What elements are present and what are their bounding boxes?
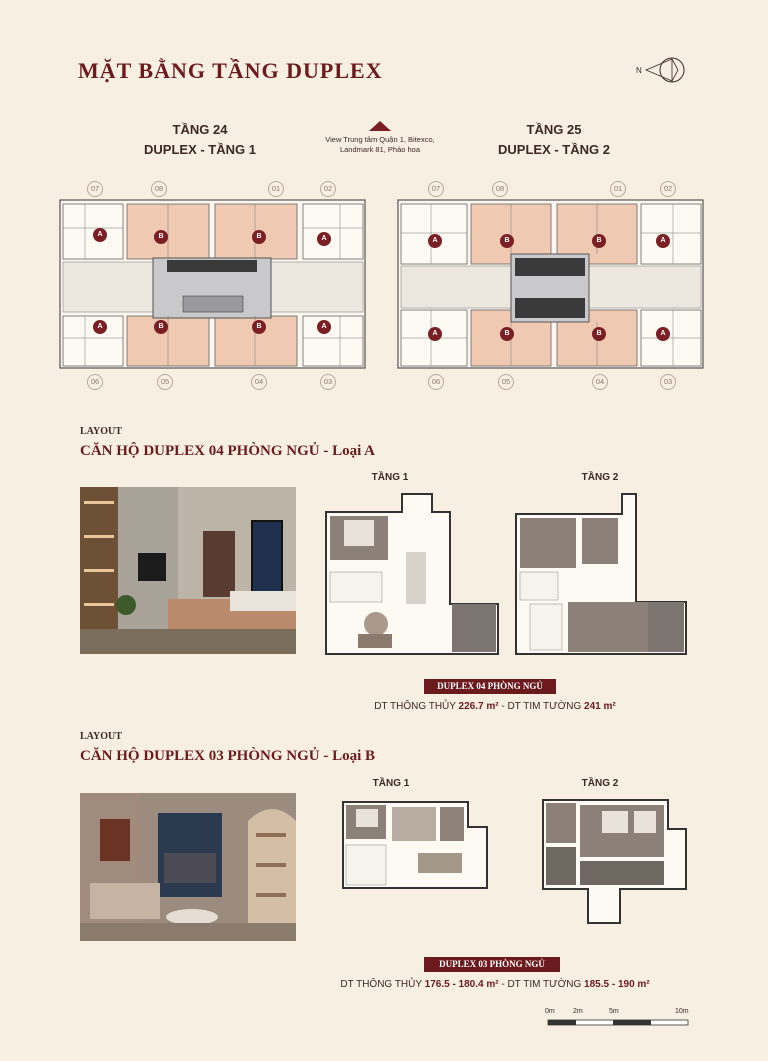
unit-number-01-left: 01 <box>268 181 284 197</box>
layout-b-floor1-plan <box>340 799 490 891</box>
layout-a-heading: CĂN HỘ DUPLEX 04 PHÒNG NGỦ - Loại A <box>80 443 376 459</box>
unit-number-02-left: 02 <box>320 181 336 197</box>
floor-plan-24-drawing <box>55 178 373 390</box>
layout-a-label: LAYOUT <box>80 426 122 437</box>
unit-number-05-right: 05 <box>498 374 514 390</box>
unit-number-03-right: 03 <box>660 374 676 390</box>
layout-a-area <box>330 701 660 712</box>
layout-b-area <box>300 979 690 990</box>
layout-b-label: LAYOUT <box>80 731 122 742</box>
unit-number-08-right: 08 <box>492 181 508 197</box>
badge-a: A <box>428 327 442 341</box>
badge-a: A <box>93 228 107 242</box>
floor-plan-25-drawing <box>393 178 711 390</box>
badge-a: A <box>656 327 670 341</box>
layout-a-floor1-plan <box>322 492 500 656</box>
view-note <box>305 121 455 155</box>
layout-a-floor2-label: TẦNG 2 <box>581 472 619 483</box>
badge-a: A <box>656 234 670 248</box>
floor-24-heading <box>120 120 280 160</box>
view-text-1: View Trung tâm Quận 1, Bitexco, <box>325 135 435 144</box>
badge-b: B <box>154 320 168 334</box>
unit-number-07-left: 07 <box>87 181 103 197</box>
floor-25-line1: TẦNG 25 <box>526 122 582 137</box>
layout-a-area-value2: 241 m² <box>584 701 616 712</box>
floor-24-line1: TẦNG 24 <box>172 122 228 137</box>
scale-label-10: 10m <box>675 1008 689 1015</box>
floor-24-line2: DUPLEX - TẦNG 1 <box>144 142 256 157</box>
unit-number-04-left: 04 <box>251 374 267 390</box>
unit-number-03-left: 03 <box>320 374 336 390</box>
view-text-2: Landmark 81, Pháo hoa <box>339 145 421 154</box>
badge-a: A <box>317 320 331 334</box>
layout-a-tag: DUPLEX 04 PHÒNG NGỦ <box>424 679 556 694</box>
unit-number-07-right: 07 <box>428 181 444 197</box>
unit-number-06-left: 06 <box>87 374 103 390</box>
unit-number-06-right: 06 <box>428 374 444 390</box>
unit-number-01-right: 01 <box>610 181 626 197</box>
layout-b-area-prefix: DT THÔNG THỦY <box>340 979 425 990</box>
badge-a: A <box>317 232 331 246</box>
compass-icon <box>634 56 686 84</box>
scale-bar <box>545 1008 693 1038</box>
layout-b-area-mid: - DT TIM TƯỜNG <box>498 979 585 990</box>
badge-a: A <box>428 234 442 248</box>
unit-number-05-left: 05 <box>157 374 173 390</box>
layout-b-floor2-label: TẦNG 2 <box>581 778 619 789</box>
layout-a-area-prefix: DT THÔNG THỦY <box>374 701 459 712</box>
badge-b: B <box>592 327 606 341</box>
scale-label-0: 0m <box>545 1008 555 1015</box>
layout-a-area-value1: 226.7 m² <box>458 701 499 712</box>
unit-number-04-right: 04 <box>592 374 608 390</box>
layout-a-floor2-plan <box>512 492 690 656</box>
layout-b-floor1-label: TẦNG 1 <box>372 778 410 789</box>
scale-bar-graphic <box>545 1018 693 1028</box>
view-direction-icon <box>369 121 391 131</box>
page-title: MẶT BẰNG TẦNG DUPLEX <box>78 58 383 83</box>
floor-plan-25 <box>393 178 711 390</box>
floor-25-line2: DUPLEX - TẦNG 2 <box>498 142 610 157</box>
badge-b: B <box>252 320 266 334</box>
layout-b-heading: CĂN HỘ DUPLEX 03 PHÒNG NGỦ - Loại B <box>80 748 376 764</box>
unit-number-02-right: 02 <box>660 181 676 197</box>
floor-plan-24 <box>55 178 373 390</box>
scale-label-5: 5m <box>609 1008 619 1015</box>
compass-label: N <box>636 66 642 75</box>
scale-label-2: 2m <box>573 1008 583 1015</box>
unit-number-08-left: 08 <box>151 181 167 197</box>
layout-a-floor1-label: TẦNG 1 <box>371 472 409 483</box>
layout-a-area-mid: - DT TIM TƯỜNG <box>498 701 585 712</box>
layout-b-floor2-plan <box>540 797 690 925</box>
living-room-photo-b <box>80 793 296 941</box>
floor-25-heading <box>474 120 634 160</box>
bedroom-photo-a <box>80 487 296 654</box>
layout-b-area-value1: 176.5 - 180.4 m² <box>424 979 499 990</box>
badge-b: B <box>500 234 514 248</box>
badge-a: A <box>93 320 107 334</box>
badge-b: B <box>252 230 266 244</box>
badge-b: B <box>500 327 514 341</box>
layout-b-area-value2: 185.5 - 190 m² <box>584 979 650 990</box>
badge-b: B <box>592 234 606 248</box>
badge-b: B <box>154 230 168 244</box>
layout-b-tag: DUPLEX 03 PHÒNG NGỦ <box>424 957 560 972</box>
